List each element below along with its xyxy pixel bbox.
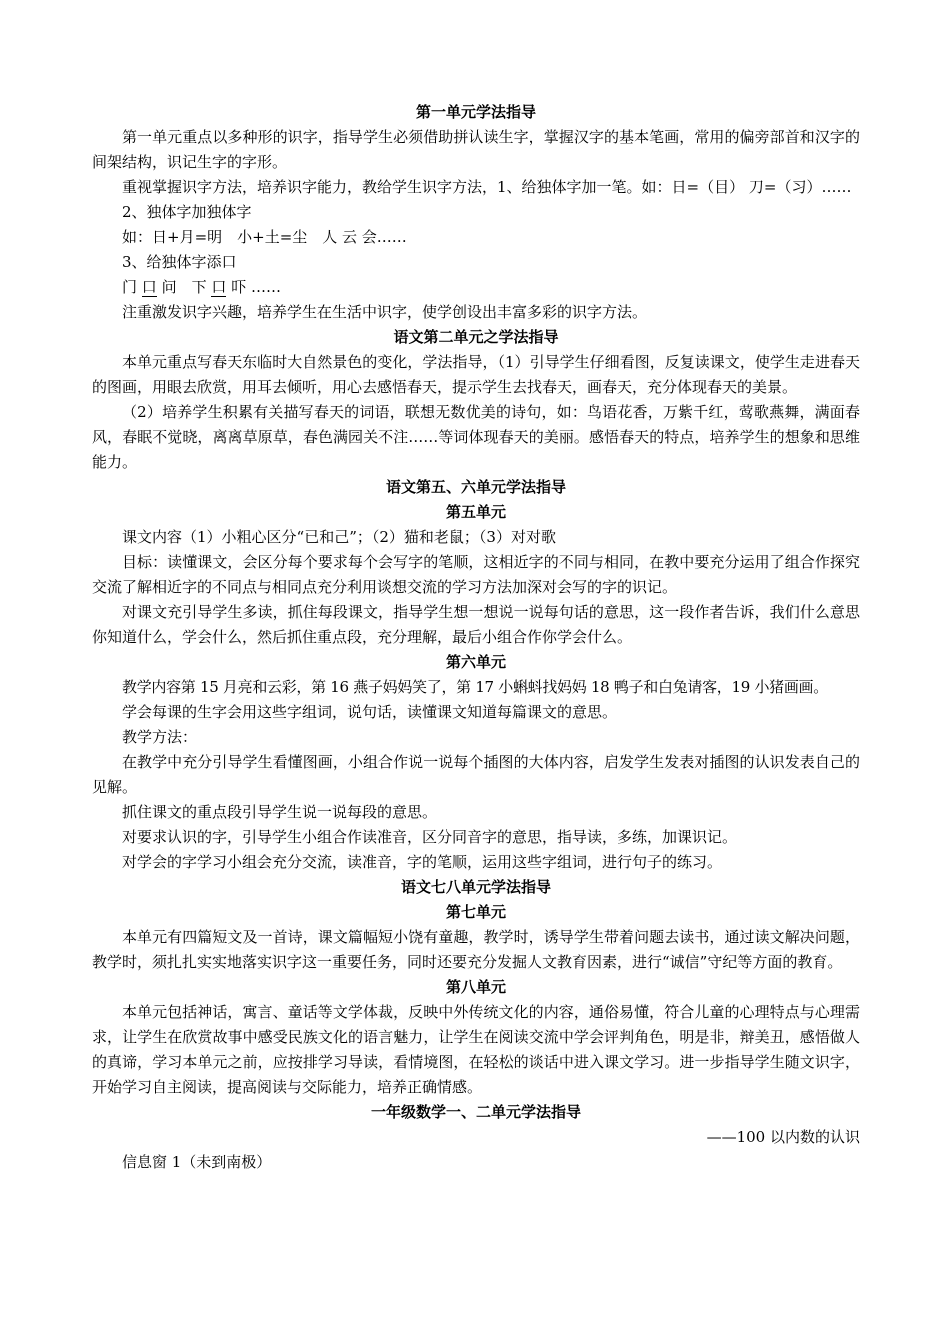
unit1-line-7: 注重激发识字兴趣，培养学生在生活中识字，使学创设出丰富多彩的识字方法。 (122, 303, 648, 321)
unit6-line-9: 对要求认识的字，引导学生小组合作读准音，区分同音字的意思，指导读，多练，加课识记。 (122, 828, 738, 846)
unit1-line-6 (92, 275, 860, 300)
unit6-line-8: 抓住课文的重点段引导学生说一说每段的意思。 (122, 803, 438, 821)
unit6-paragraph-7: 在教学中充分引导学生看懂图画，小组合作说一说每个插图的大体内容，启发学生发表对插图的认识发表自己的见解。 (92, 753, 860, 796)
unit5-paragraph-3: 对课文充引导学生多读，抓住每段课文，指导学生想一想说一说每句话的意思，这一段作者告诉，我们什么意思你知道什么，学会什么，然后抓住重点段，充分理解，最后小组合作你学会什么。 (92, 603, 860, 646)
unit8-subtitle: 第八单元 (445, 978, 506, 996)
unit1-line-5: 3、给独体字添口 (122, 253, 237, 271)
unit7-paragraph-1: 本单元有四篇短文及一首诗，课文篇幅短小饶有童趣，教学时，诱导学生带着问题去读书，通过读文解决问题，教学时，须扎扎实实地落实识字这一重要任务，同时还要充分发掘人文教育因素，进行“诚信”守纪等方面的教育。 (92, 928, 860, 971)
math-title: 一年级数学一、二单元学法指导 (370, 1103, 581, 1121)
unit78-title: 语文七八单元学法指导 (400, 878, 551, 896)
unit7-subtitle: 第七单元 (445, 903, 506, 921)
unit2-title: 语文第二单元之学法指导 (393, 328, 559, 346)
math-line-1: 信息窗 1（未到南极） (122, 1153, 272, 1171)
unit6-line-4: 教学内容第 15 月亮和云彩，第 16 燕子妈妈笑了，第 17 小蝌蚪找妈妈 18 鸭子和白兔请客，19 小猪画画。 (122, 678, 828, 696)
unit1-line-3: 2、独体字加独体字 (122, 203, 252, 221)
unit1-line-4: 如：日+月=明 小+土=尘 人 云 会…… (122, 228, 407, 246)
unit6-line-6: 教学方法： (122, 728, 198, 746)
unit6-line-5: 学会每课的生字会用这些字组词，说句话，读懂课文知道每篇课文的意思。 (122, 703, 618, 721)
unit6-line-10: 对学会的字学习小组会充分交流，读准音，字的笔顺，运用这些字组词，进行句子的练习。 (122, 853, 723, 871)
unit5-subtitle: 第五单元 (445, 503, 506, 521)
unit1-line-6-c: 问 下 (161, 278, 207, 296)
unit2-paragraph-1: 本单元重点写春天东临时大自然景色的变化，学法指导，（1）引导学生仔细看图，反复读课文，使学生走进春天的图画，用眼去欣赏，用耳去倾听，用心去感悟春天，提示学生去找春天，画春天，充分体现春天的美景。 (92, 353, 860, 396)
unit1-line-6-e: 吓 …… (231, 278, 281, 296)
unit1-paragraph-2: 重视掌握识字方法，培养识字能力，教给学生识字方法，1、给独体字加一笔。如：日=（目） 刀=（习）…… (122, 178, 852, 196)
unit1-paragraph-1: 第一单元重点以多种形的识字，指导学生必须借助拼认读生字，掌握汉字的基本笔画，常用的偏旁部首和汉字的间架结构，识记生字的字形。 (92, 128, 860, 171)
document-page (92, 100, 860, 1175)
unit1-line-6-box-1: 口 (141, 278, 157, 296)
math-subtitle: ——100 以内数的认识 (706, 1128, 860, 1146)
unit1-line-6-box-2: 口 (211, 278, 227, 296)
unit56-title: 语文第五、六单元学法指导 (385, 478, 566, 496)
unit1-line-6-a: 门 (122, 278, 138, 296)
unit5-paragraph-2: 目标：读懂课文，会区分每个要求每个会写字的笔顺，这相近字的不同与相同，在教中要充分运用了组合作探究交流了解相近字的不同点与相同点充分利用谈想交流的学习方法加深对会写的字的识记。 (92, 553, 860, 596)
unit8-paragraph-2: 本单元包括神话，寓言、童话等文学体裁，反映中外传统文化的内容，通俗易懂，符合儿童的心理特点与心理需求，让学生在欣赏故事中感受民族文化的语言魅力，让学生在阅读交流中学会评判角色，明是非，辩美丑，感悟做人的真谛，学习本单元之前，应按排学习导读，看情境图，在轻松的谈话中进入课文学习。进一步指导学生随文识字，开始学习自主阅读，提高阅读与交际能力，培养正确情感。 (92, 1003, 860, 1096)
unit2-paragraph-2: （2）培养学生积累有关描写春天的词语，联想无数优美的诗句，如：鸟语花香，万紫千红，莺歌燕舞，满面春风，春眠不觉晓，离离草原草，春色满园关不注……等词体现春天的美丽。感悟春天的特点，培养学生的想象和思维能力。 (92, 403, 860, 471)
unit1-title: 第一单元学法指导 (415, 103, 536, 121)
unit6-subtitle: 第六单元 (445, 653, 506, 671)
unit5-line-1: 课文内容（1）小粗心区分“已和己”；（2）猫和老鼠；（3）对对歌 (122, 528, 556, 546)
